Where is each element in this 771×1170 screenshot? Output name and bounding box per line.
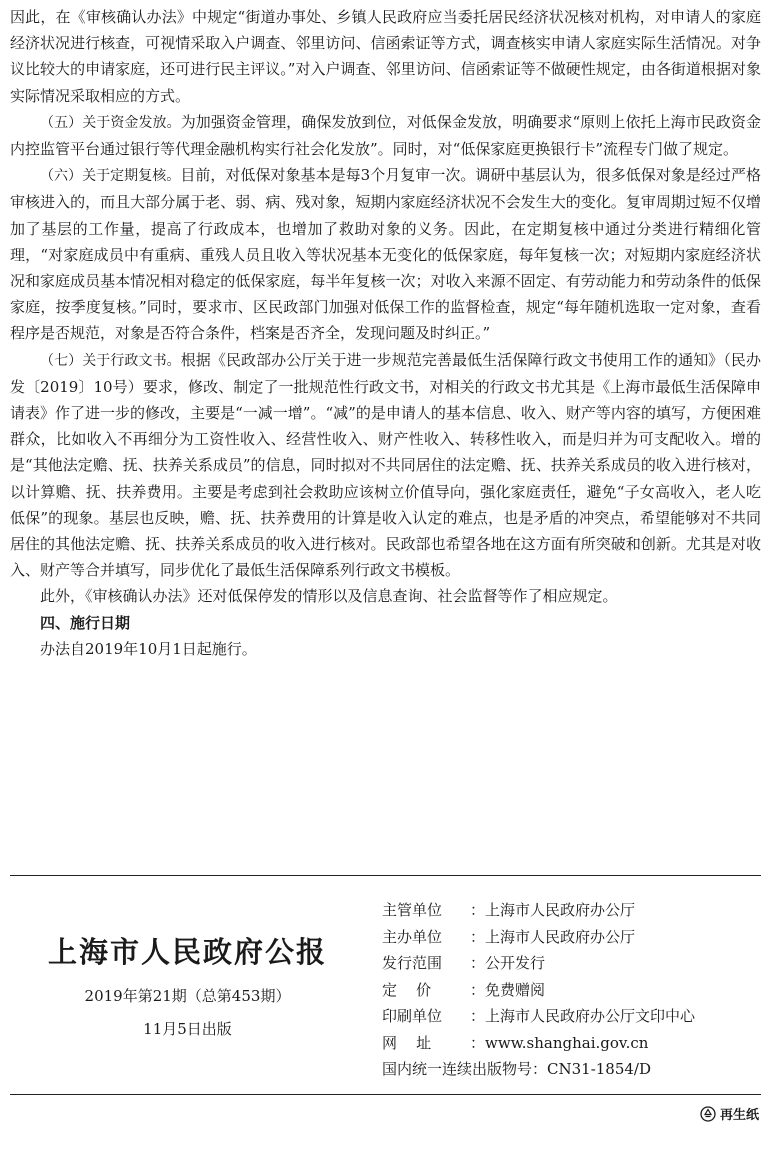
masthead <box>10 930 365 1039</box>
info-row <box>382 1030 695 1057</box>
info-value: www.shanghai.gov.cn <box>485 1033 649 1052</box>
info-value: 上海市人民政府办公厅 <box>485 901 636 919</box>
divider-top <box>10 875 761 876</box>
info-label: 定 价 <box>382 980 432 999</box>
recycled-paper-label: 再生纸 <box>719 1108 759 1123</box>
divider-bottom <box>10 1094 761 1095</box>
section-lead-fund: （五）关于资金发放。 <box>40 114 181 131</box>
publication-date: 11月5日出版 <box>143 1020 232 1038</box>
paragraph-effective-date: 办法自2019年10月1日起施行。 <box>40 639 257 658</box>
paragraph-review-methods: 因此，在《审核确认办法》中规定“街道办事处、乡镇人民政府应当委托居民经济状况核对机构，对申请人的家庭经济状况进行核查，可视情采取入户调查、邻里访问、信函索证等方式，调查核实申请人家庭实际生活情况。对争议比较大的申请家庭，还可进行民主评议。”对入户调查、邻里访问、信函索证等不做硬性规定，由各街道根据对象实际情况采取相应的方式。 <box>10 8 761 105</box>
info-row <box>382 924 695 951</box>
info-separator: ： <box>470 1007 486 1025</box>
info-label: 网 址 <box>382 1033 432 1052</box>
section-lead-review: （六）关于定期复核。 <box>40 168 181 185</box>
info-label: 印刷单位 <box>382 1007 443 1025</box>
info-label: 发行范围 <box>382 954 443 972</box>
info-value: 上海市人民政府办公厅文印中心 <box>485 1007 696 1025</box>
info-serial-row <box>382 1056 695 1083</box>
paragraph-text: 根据《民政部办公厅关于进一步规范完善最低生活保障行政文书使用工作的通知》（民办发〔2019〕10号）要求，修改、制定了一批规范性行政文书，对相关的行政文书尤其是《上海市最低生活保障申请表》作了进一步的修改，主要是“一减一增”。“减”的是申请人的基本信息、收入、财产等内容的填写，方便困难群众，比如收入不再细分为工资性收入、经营性收入、财产性收入、转移性收入，而是归并为可支配收入。增的是“其他法定赡、抚、扶养关系成员”的信息，同时拟对不共同居住的法定赡、抚、扶养关系成员的收入进行核对，以计算赡、抚、扶养费用。主要是考虑到社会救助应该树立价值导向，强化家庭责任，避免“子女高收入，老人吃低保”的现象。基层也反映，赡、抚、扶养费用的计算是收入认定的难点，也是矛盾的冲突点，希望能够对不共同居住的其他法定赡、抚、扶养关系成员的收入进行核对。民政部也希望各地在这方面有所突破和创新。尤其是对收入、财产等合并填写，同步优化了最低生活保障系列行政文书模板。 <box>10 350 761 580</box>
info-row <box>382 897 695 924</box>
section-heading-effective-date: 四、施行日期 <box>40 613 131 632</box>
paragraph-additional: 此外，《审核确认办法》还对低保停发的情形以及信息查询、社会监督等作了相应规定。 <box>40 587 618 606</box>
info-separator: ： <box>470 927 486 946</box>
paragraph-text: 目前，对低保对象基本是每3个月复审一次。调研中基层认为，很多低保对象是经过严格审核进入的，而且大部分属于老、弱、病、残对象，短期内家庭经济状况不会发生大的变化。复审周期过短不仅增加了基层的工作量，提高了行政成本，也增加了救助对象的义务。因此，在定期复核中通过分类进行精细化管理，“对家庭成员中有重病、重残人员且收入等状况基本无变化的低保家庭，每年复核一次；对短期内家庭经济状况和家庭成员基本情况相对稳定的低保家庭，每半年复核一次；对收入来源不固定、有劳动能力和劳动条件的低保家庭，按季度复核。”同时，要求市、区民政部门加强对低保工作的监督检查，规定“每年随机选取一定对象，查看程序是否规范，对象是否符合条件，档案是否齐全，发现问题及时纠正。” <box>10 166 761 343</box>
info-row <box>382 950 695 977</box>
info-separator: ： <box>470 1033 486 1052</box>
recycled-paper-mark <box>700 1104 759 1123</box>
info-row <box>382 1003 695 1030</box>
paragraph-fund-disbursement <box>10 109 761 162</box>
info-separator: ： <box>470 901 486 919</box>
info-value: 公开发行 <box>485 954 546 972</box>
publication-info <box>382 897 695 1083</box>
recycle-icon <box>700 1106 716 1122</box>
issue-number: 2019年第21期（总第453期） <box>84 987 291 1005</box>
paragraph-text: 为加强资金管理，确保发放到位，对低保金发放，明确要求“原则上依托上海市民政资金内控监管平台通过银行等代理金融机构实行社会化发放”。同时，对“低保家庭更换银行卡”流程专门做了规定。 <box>10 112 761 159</box>
info-value: 上海市人民政府办公厅 <box>485 927 636 946</box>
info-row <box>382 977 695 1004</box>
info-label: 主管单位 <box>382 901 443 919</box>
info-separator: ： <box>470 980 486 999</box>
paragraph-admin-documents <box>10 347 761 584</box>
serial-number: 国内统一连续出版物号：CN31-1854/D <box>382 1060 652 1078</box>
section-lead-documents: （七）关于行政文书。 <box>40 352 181 369</box>
info-value: 免费赠阅 <box>485 980 546 999</box>
info-label: 主办单位 <box>382 927 443 946</box>
article-body <box>10 4 761 662</box>
paragraph-periodic-review <box>10 162 761 346</box>
publication-title: 上海市人民政府公报 <box>47 935 327 969</box>
info-separator: ： <box>470 954 486 972</box>
